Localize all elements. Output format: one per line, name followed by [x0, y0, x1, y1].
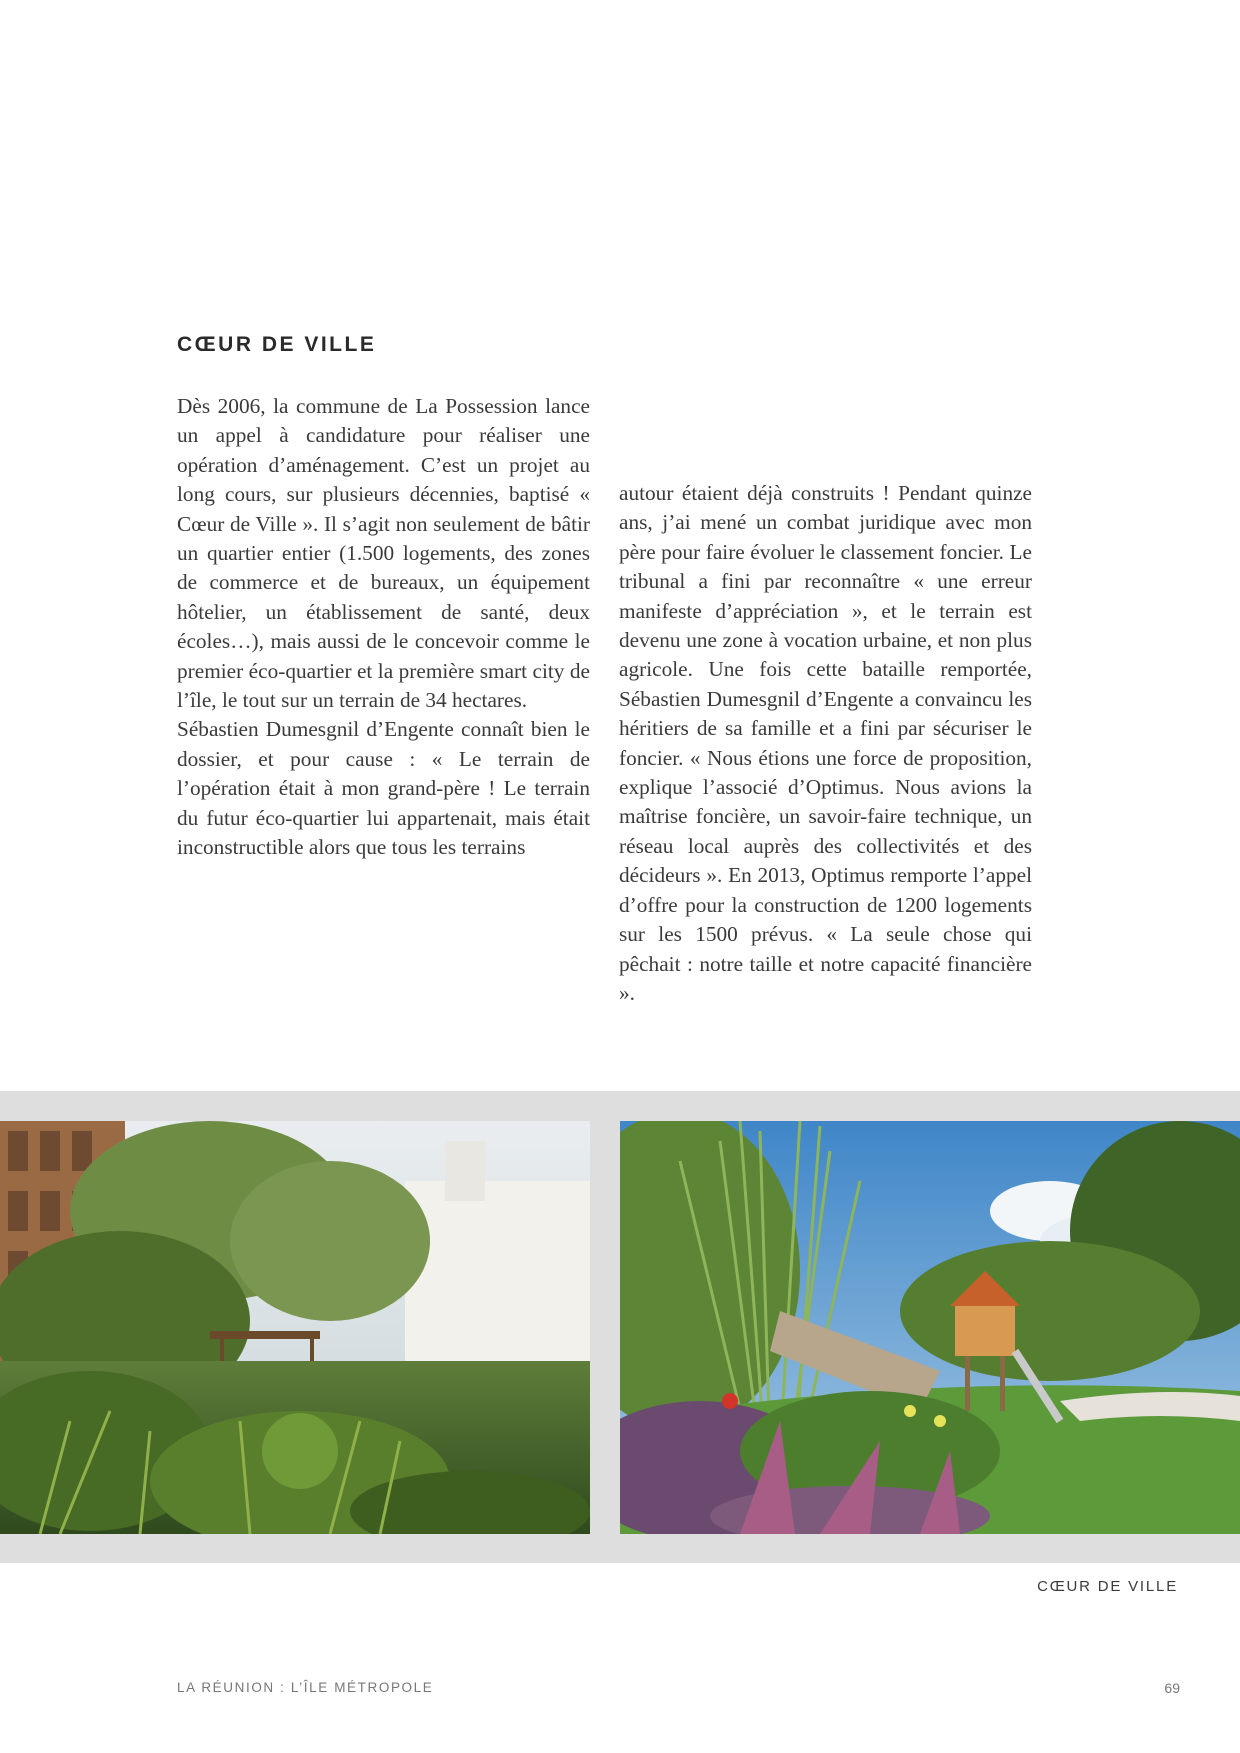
- article-paragraph: Sébastien Dumesgnil d’Engente connaît bien le dossier, et pour cause : « Le terrain de l’opération était à mon grand-père ! Le terrain du futur éco-quartier lui appartenait, mais était inconstructible alors que tous les terrains: [177, 717, 590, 860]
- article-paragraph: autour étaient déjà construits ! Pendant quinze ans, j’ai mené un combat juridique avec mon père pour faire évoluer le classement foncier. Le tribunal a fini par reconnaître « une erreur manifeste d’appréciation », et le terrain est devenu une zone à vocation urbaine, et non plus agricole. Une fois cette bataille remportée, Sébastien Dumesgnil d’Engente a convaincu les héritiers de sa famille et a fini par sécuriser le foncier. « Nous étions une force de proposition, explique l’associé d’Optimus. Nous avions la maîtrise foncière, un savoir-faire technique, un réseau local auprès des collectivités et des décideurs ». En 2013, Optimus remporte l’appel d’offre pour la construction de 1200 logements sur les 1500 prévus. « La seule chose qui pêchait : notre taille et notre capacité financière ».: [619, 481, 1032, 1005]
- photo-garden-building: [0, 1121, 590, 1534]
- article-paragraph: Dès 2006, la commune de La Possession lance un appel à candidature pour réaliser une opération d’aménagement. C’est un projet au long cours, sur plusieurs décennies, baptisé « Cœur de Ville ». Il s’agit non seulement de bâtir un quartier entier (1.500 logements, des zones de commerce et de bureaux, un équipement hôtelier, un établissement de santé, deux écoles…), mais aussi de le concevoir comme le premier éco-quartier et la première smart city de l’île, le tout sur un terrain de 34 hectares.: [177, 394, 590, 713]
- footer-publication-title: LA RÉUNION : L’ÎLE MÉTROPOLE: [177, 1680, 434, 1695]
- page-number: 69: [1164, 1680, 1180, 1696]
- article-column-left: [177, 392, 590, 863]
- photo-caption: CŒUR DE VILLE: [1037, 1578, 1178, 1595]
- article-column-right: [619, 479, 1032, 1008]
- section-heading: CŒUR DE VILLE: [177, 333, 377, 356]
- photo-playground-garden: [620, 1121, 1240, 1534]
